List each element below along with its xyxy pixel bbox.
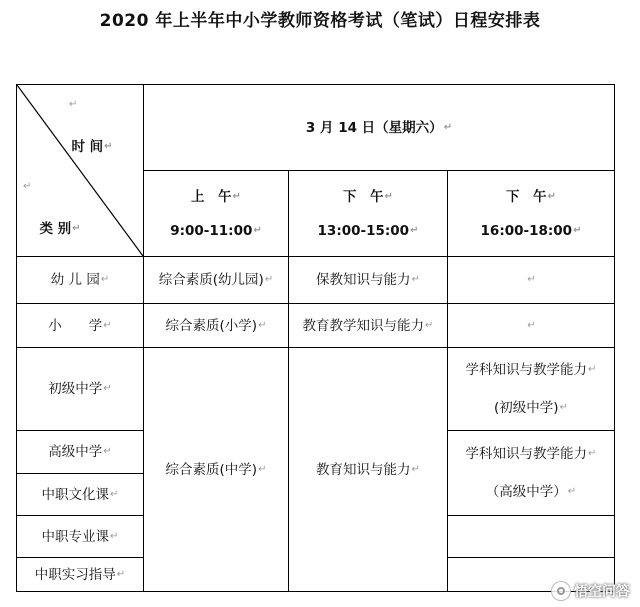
- category-primary: 小 学 ↵: [48, 317, 112, 334]
- middle-morning-exam: 综合素质(中学) ↵: [165, 461, 267, 478]
- category-vocational-culture: 中职文化课 ↵: [41, 486, 119, 503]
- primary-afternoon1-exam: 教育教学知识与能力 ↵: [302, 317, 434, 334]
- header-time-label: 时 间 ↵: [71, 139, 113, 155]
- paragraph-mark: ↵: [69, 99, 78, 110]
- page-title: 2020 年上半年中小学教师资格考试（笔试）日程安排表: [99, 11, 541, 31]
- header-session-afternoon-1: 下 午 ↵ 13:00-15:00 ↵: [317, 188, 419, 239]
- kindergarten-morning-exam: 综合素质(幼儿园) ↵: [158, 272, 274, 288]
- vocational-major-afternoon2-empty: [448, 516, 614, 557]
- kindergarten-afternoon1-exam: 保教知识与能力 ↵: [316, 272, 420, 288]
- wukong-logo-icon: [551, 581, 571, 601]
- category-senior-middle: 高级中学 ↵: [48, 444, 112, 460]
- senior-middle-subject-exam: 学科知识与教学能力 ↵ （高级中学） ↵: [465, 446, 597, 500]
- category-junior-middle: 初级中学 ↵: [48, 381, 112, 397]
- primary-morning-exam: 综合素质(小学) ↵: [165, 317, 267, 334]
- header-session-afternoon-2: 下 午 ↵ 16:00-18:00 ↵: [480, 188, 582, 239]
- primary-afternoon2-empty: ↵: [527, 319, 536, 331]
- category-kindergarten: 幼 儿 园 ↵: [50, 272, 110, 288]
- header-category-label: 类 别 ↵: [39, 221, 81, 237]
- watermark: 悟空问答: [551, 581, 630, 601]
- paragraph-mark: ↵: [23, 181, 32, 192]
- schedule-table: [16, 84, 615, 592]
- category-vocational-practice: 中职实习指导 ↵: [34, 566, 126, 583]
- header-date: 3 月 14 日（星期六） ↵: [305, 119, 453, 136]
- header-session-morning: 上 午 ↵ 9:00-11:00 ↵: [170, 188, 262, 239]
- junior-middle-subject-exam: 学科知识与教学能力 ↵ (初级中学) ↵: [465, 362, 597, 416]
- middle-afternoon1-exam: 教育知识与能力 ↵: [316, 461, 420, 478]
- category-vocational-major: 中职专业课 ↵: [41, 528, 119, 545]
- kindergarten-afternoon2-empty: ↵: [527, 274, 536, 285]
